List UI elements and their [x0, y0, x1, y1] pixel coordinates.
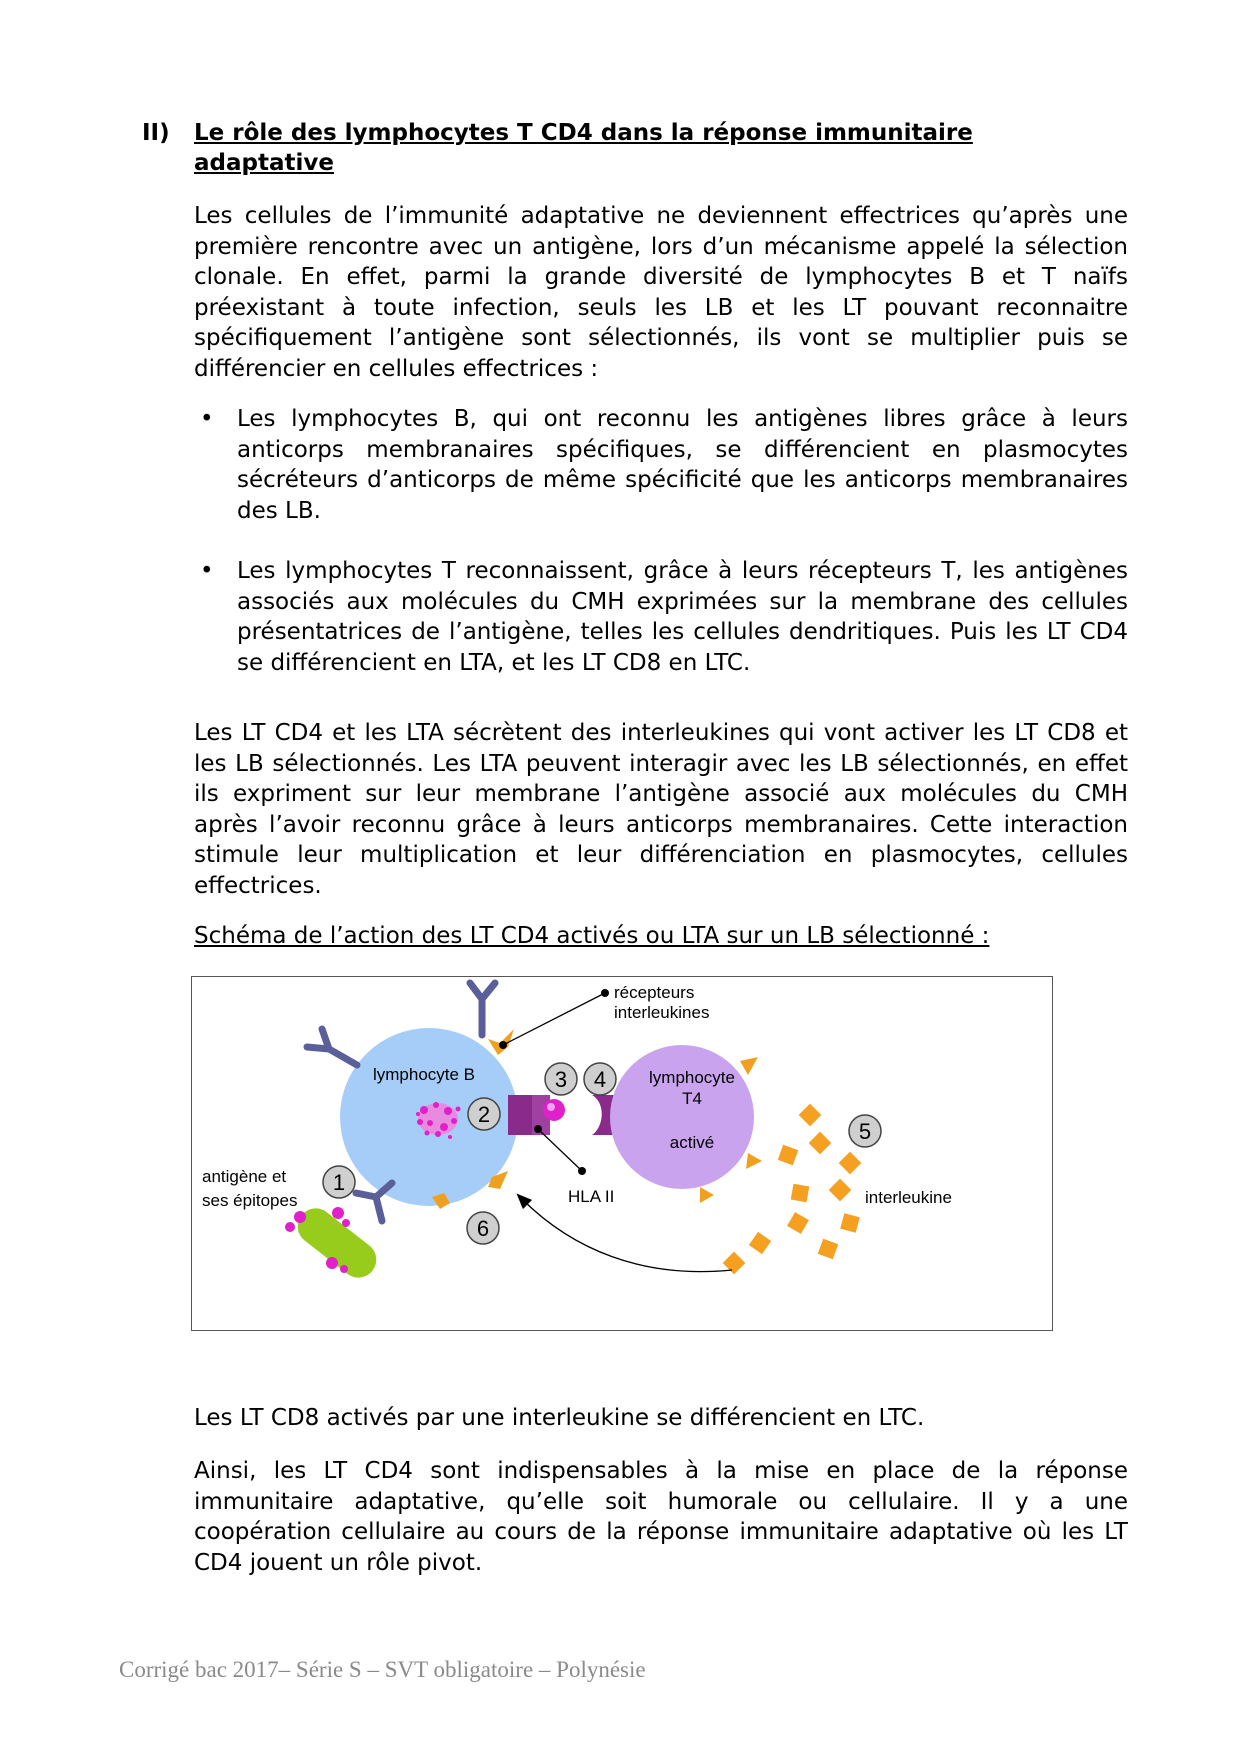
- label-antigen-1: antigène et: [202, 1167, 287, 1186]
- antibody-top: [470, 983, 495, 1035]
- t4-receptor-2: [746, 1153, 762, 1169]
- label-lymphocyte-b: lymphocyte B: [372, 1065, 476, 1084]
- label-hla-ii: HLA II: [568, 1187, 615, 1206]
- bullet-list-2: [194, 556, 1128, 678]
- label-interleukine: interleukine: [865, 1188, 952, 1207]
- svg-text:5: 5: [858, 1119, 872, 1144]
- bullet-marker: •: [200, 558, 214, 584]
- badge-2: [468, 1098, 500, 1130]
- bullet-text-lb: Les lymphocytes B, qui ont reconnu les antigènes libres grâce à leurs anticorps membranaires spécifiques, se différencient en plasmocytes sécréteurs d’anticorps de même spécificité que les anticorps membranaires des LB.: [237, 406, 1128, 524]
- hla-leader-line: [538, 1129, 582, 1171]
- t4-receptor-1: [740, 1057, 758, 1075]
- page-footer: Corrigé bac 2017– Série S – SVT obligatoire – Polynésie: [119, 1657, 646, 1682]
- svg-text:2: 2: [477, 1102, 491, 1127]
- bullet-marker: •: [200, 406, 214, 432]
- svg-text:6: 6: [476, 1216, 490, 1241]
- bullet-item-lt: [194, 556, 1128, 678]
- svg-text:3: 3: [554, 1067, 568, 1092]
- label-antigen-2: ses épitopes: [202, 1191, 298, 1210]
- label-t4-2: T4: [682, 1089, 702, 1108]
- badge-6: [467, 1212, 499, 1244]
- lta-paragraph: Les LT CD4 et les LTA sécrètent des interleukines qui vont activer les LT CD8 et les LB sélectionnés. Les LTA peuvent interagir avec les LB sélectionnés, en effet ils expriment sur leur membrane l’antigène associé aux molécules du CMH après l’avoir reconnu grâce à leurs anticorps membranaires. Cette interaction stimule leur multiplication et leur différenciation en plasmocytes, cellules effectrices.: [194, 720, 1128, 899]
- badge-1: [323, 1166, 355, 1198]
- antibody-bottom: [356, 1183, 392, 1221]
- bullet-list: [194, 404, 1128, 526]
- bullet-item-lb: [194, 404, 1128, 526]
- t4-receptor-3: [700, 1187, 714, 1203]
- t4-cell-body: [610, 1045, 754, 1189]
- label-t4-3: activé: [669, 1133, 715, 1152]
- antigen-bacterium: [285, 1201, 384, 1285]
- badge-3: [545, 1063, 577, 1095]
- label-receptors-1: récepteurs: [614, 983, 695, 1002]
- receptor-leader-line: [503, 993, 605, 1045]
- svg-text:1: 1: [332, 1170, 346, 1195]
- diagram-caption: Schéma de l’action des LT CD4 activés ou LTA sur un LB sélectionné :: [194, 923, 990, 949]
- section-title: Le rôle des lymphocytes T CD4 dans la réponse immunitaire adaptative: [194, 120, 973, 176]
- badge-4: [584, 1063, 616, 1095]
- bullet-text-lt: Les lymphocytes T reconnaissent, grâce à leurs récepteurs T, les antigènes associés aux molécules du CMH exprimées sur la membrane des cellules présentatrices de l’antigène, telles les cellules dendritiques. Puis les LT CD4 se différencient en LTA, et les LT CD8 en LTC.: [237, 558, 1128, 676]
- svg-text:4: 4: [593, 1067, 607, 1092]
- section-number: II): [142, 120, 170, 146]
- conclusion-paragraph: Ainsi, les LT CD4 sont indispensables à la mise en place de la réponse immunitaire adaptative, qu’elle soit humorale ou cellulaire. Il y a une coopération cellulaire au cours de la réponse immunitaire adaptative où les LT CD4 jouent un rôle pivot.: [194, 1458, 1128, 1576]
- ltc-paragraph: Les LT CD8 activés par une interleukine se différencient en LTC.: [194, 1405, 925, 1431]
- label-receptors-2: interleukines: [614, 1003, 710, 1022]
- interleukin-arrow: [522, 1199, 732, 1272]
- intro-paragraph: Les cellules de l’immunité adaptative ne deviennent effectrices qu’après une première rencontre avec un antigène, lors d’un mécanisme appelé la sélection clonale. En effet, parmi la grande diversité de lymphocytes B et T naïfs préexistant à toute infection, seuls les LB et les LT pouvant reconnaitre spécifiquement l’antigène sont sélectionnés, ils vont se multiplier puis se différencier en cellules effectrices :: [194, 203, 1128, 382]
- badge-5: [849, 1115, 881, 1147]
- label-t4-1: lymphocyte: [649, 1068, 735, 1087]
- antibody-left: [307, 1029, 357, 1065]
- immune-diagram: [191, 976, 1053, 1331]
